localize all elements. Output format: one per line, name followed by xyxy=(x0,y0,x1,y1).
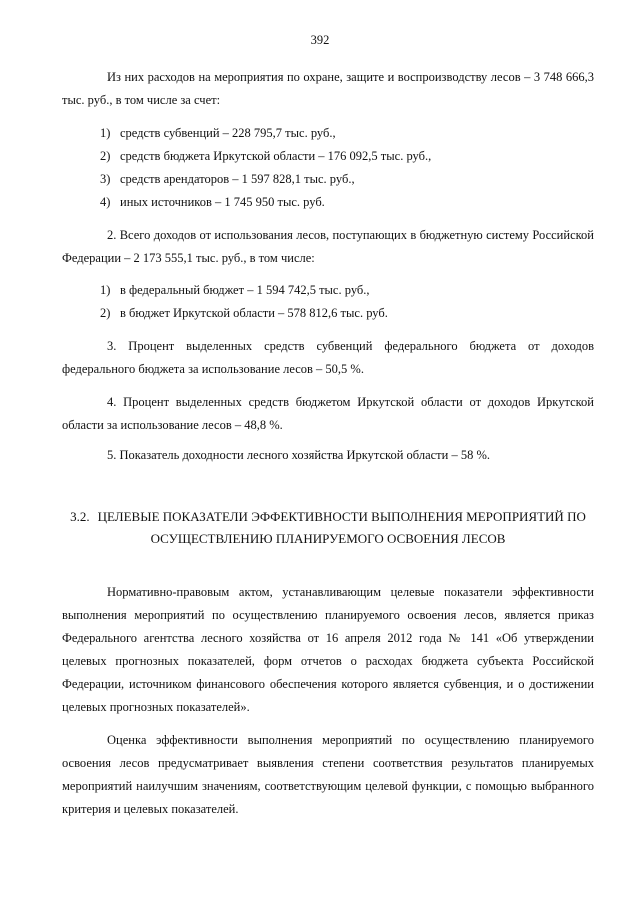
list-item xyxy=(100,280,370,300)
paragraph-regional-percent: 4. Процент выделенных средств бюджетом Иркутской области от доходов Иркутской области за использование лесов – 48,8 %. xyxy=(62,395,594,432)
paragraph-income: 2. Всего доходов от использования лесов, поступающих в бюджетную систему Российской Федерации – 2 173 555,1 тыс. руб., в том числе: xyxy=(62,228,594,265)
page-number: 392 xyxy=(310,33,330,47)
list-item-number: 3) xyxy=(100,172,111,186)
list-item xyxy=(100,303,388,323)
list-item-number: 1) xyxy=(100,126,111,140)
list-item xyxy=(100,192,325,212)
list-item-number: 2) xyxy=(100,306,111,320)
list-item xyxy=(100,169,355,189)
list-item-number: 4) xyxy=(100,195,111,209)
list-item-text: средств бюджета Иркутской области – 176 092,5 тыс. руб., xyxy=(120,149,432,163)
list-item-text: в федеральный бюджет – 1 594 742,5 тыс. руб., xyxy=(120,283,370,297)
section-title: ЦЕЛЕВЫЕ ПОКАЗАТЕЛИ ЭФФЕКТИВНОСТИ ВЫПОЛНЕНИЯ МЕРОПРИЯТИЙ ПО ОСУЩЕСТВЛЕНИЮ ПЛАНИРУЕМОГО ОСВОЕНИЯ ЛЕСОВ xyxy=(97,509,586,546)
list-item-text: в бюджет Иркутской области – 578 812,6 тыс. руб. xyxy=(120,306,388,320)
paragraph-expenses: Из них расходов на мероприятия по охране, защите и воспроизводству лесов – 3 748 666,3 тыс. руб., в том числе за счет: xyxy=(62,70,594,107)
section-number: 3.2. xyxy=(70,509,90,524)
paragraph-evaluation: Оценка эффективности выполнения мероприятий по осуществлению планируемого освоения лесов предусматривает выявления степени соответствия результатов планируемых мероприятий наилучшим значениям, соответствующим целевой функции, с помощью выбранного критерия и целевых показателей. xyxy=(62,733,594,816)
list-item xyxy=(100,123,336,143)
list-item-text: средств арендаторов – 1 597 828,1 тыс. руб., xyxy=(120,172,355,186)
paragraph-normative-act: Нормативно-правовым актом, устанавливающим целевые показатели эффективности выполнения мероприятий по осуществлению планируемого освоения лесов, является приказ Федерального агентства лесного хозяйства от 16 апреля 2012 года № 141 «Об утверждении целевых прогнозных показателей, форм отчетов о расходах бюджета субъекта Российской Федерации, источником финансового обеспечения которого является субвенция, и о достижении целевых прогнозных показателей». xyxy=(62,585,594,714)
list-item-text: средств субвенций – 228 795,7 тыс. руб., xyxy=(120,126,336,140)
list-item-number: 1) xyxy=(100,283,111,297)
section-heading xyxy=(62,506,594,550)
paragraph-profitability: 5. Показатель доходности лесного хозяйства Иркутской области – 58 %. xyxy=(107,448,490,462)
list-item xyxy=(100,146,431,166)
list-item-text: иных источников – 1 745 950 тыс. руб. xyxy=(120,195,325,209)
list-item-number: 2) xyxy=(100,149,111,163)
paragraph-subvention-percent: 3. Процент выделенных средств субвенций федерального бюджета от доходов федерального бюджета за использование лесов – 50,5 %. xyxy=(62,339,594,376)
